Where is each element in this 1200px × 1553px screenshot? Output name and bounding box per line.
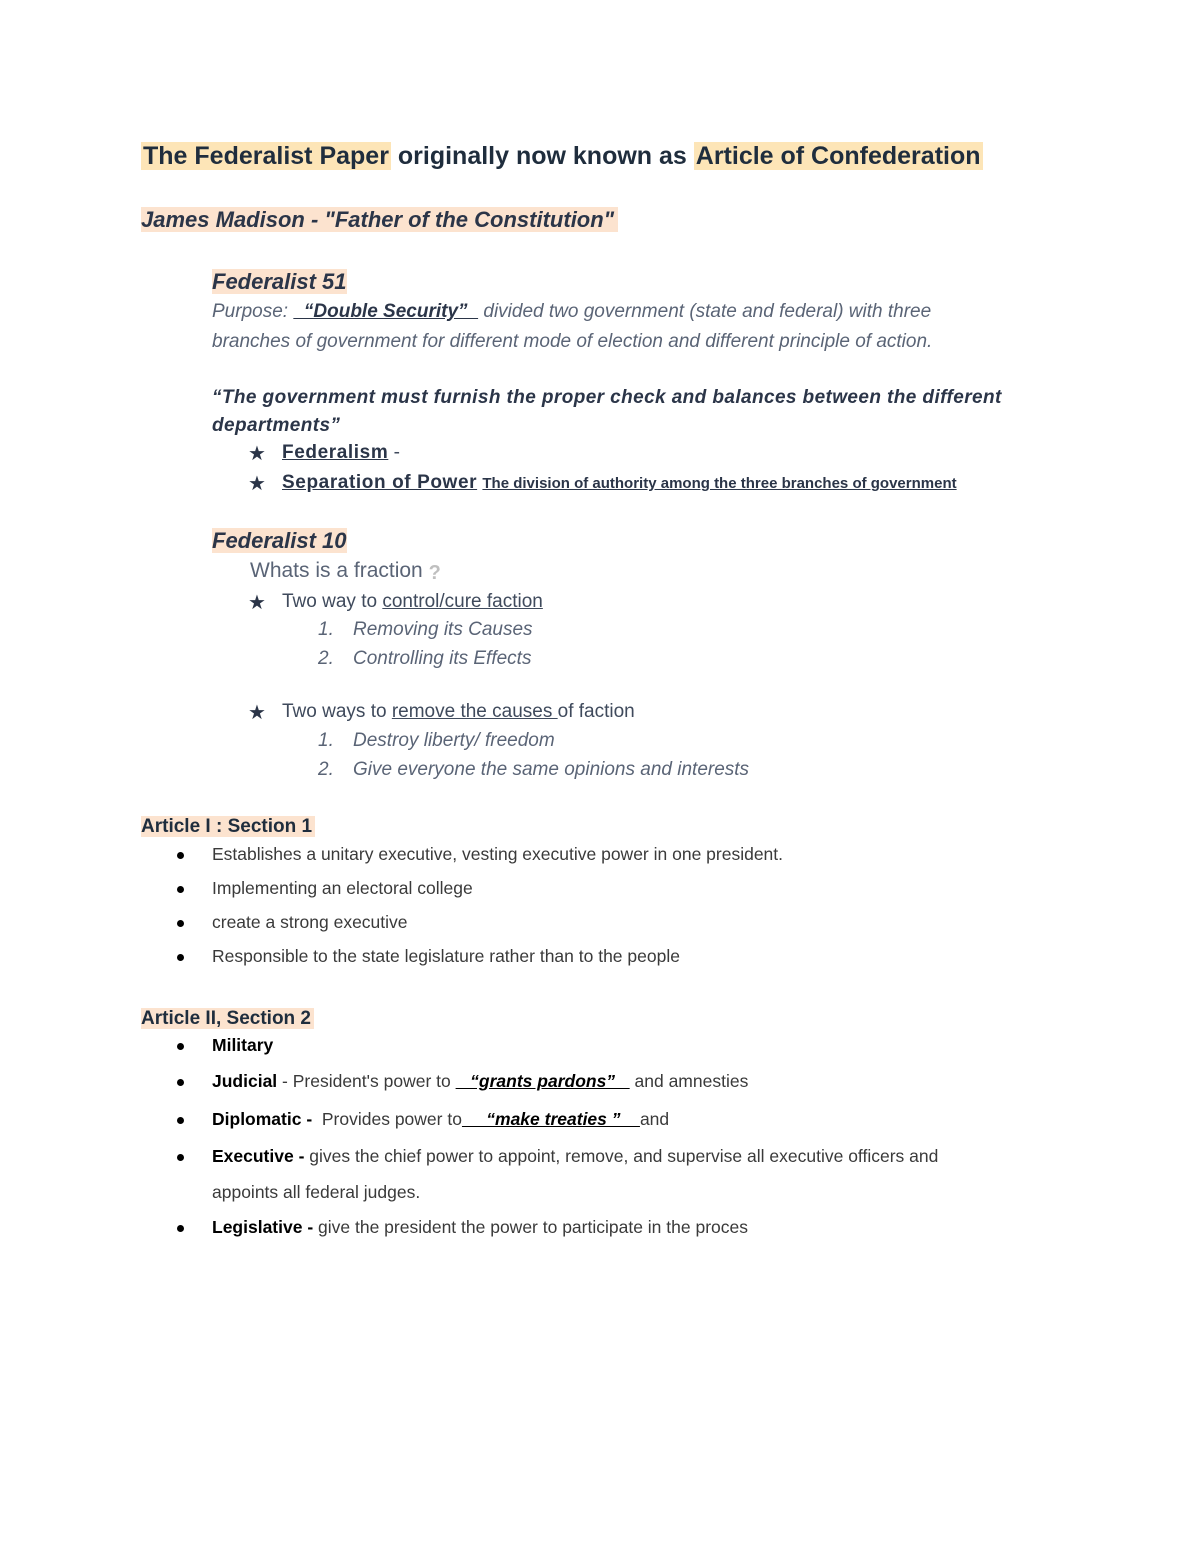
title-highlight-1: The Federalist Paper (143, 142, 389, 170)
bullet-icon (177, 920, 184, 927)
star-icon: ★ (248, 473, 266, 495)
executive-text: gives the chief power to appoint, remove, and supervise all executive officers and (309, 1146, 939, 1166)
article-1-heading (141, 814, 315, 840)
bullet-icon (177, 852, 184, 859)
list-item (318, 759, 750, 781)
executive-label: Executive - (212, 1146, 310, 1166)
list-number: 1. (318, 619, 334, 640)
list-item (318, 619, 533, 641)
list-item: Establishes a unitary executive, vesting executive power in one president. (212, 844, 784, 864)
bullet-icon (177, 1225, 184, 1232)
list-item: Implementing an electoral college (212, 878, 473, 898)
page-title (141, 139, 983, 173)
article-1-heading-text: Article I : Section 1 (141, 816, 315, 837)
diplomatic-post: and (639, 1109, 670, 1129)
separation-term: Separation of Power (282, 472, 478, 493)
federalism-rest: - (388, 442, 400, 463)
fraction-question-text: Whats is a fraction (250, 559, 423, 582)
title-middle: originally now known as (390, 142, 694, 170)
star-icon: ★ (248, 443, 266, 465)
article-2-heading (141, 1006, 314, 1032)
subtitle (141, 205, 618, 235)
executive-line2: appoints all federal judges. (212, 1182, 421, 1202)
purpose-highlight: “Double Security” (293, 301, 479, 322)
star-item-text (282, 591, 543, 613)
star-item-text (282, 701, 635, 723)
star-item-text (282, 442, 400, 464)
remove-pre: Two ways to (282, 701, 392, 722)
purpose-label: Purpose: (212, 301, 294, 322)
federalism-term: Federalism (282, 442, 389, 463)
list-item-diplomatic (212, 1107, 669, 1131)
list-number: 2. (318, 648, 334, 669)
star-item-text (282, 472, 957, 494)
judicial-post: and amnesties (629, 1071, 749, 1091)
list-item (318, 730, 555, 752)
list-item-judicial (212, 1069, 748, 1093)
purpose-rest: divided two government (state and federal) with three (478, 301, 932, 322)
list-item-text: Give everyone the same opinions and interests (353, 759, 750, 780)
military-label: Military (212, 1035, 274, 1055)
federalist-51-quote: “The government must furnish the proper check and balances between the different departments” (212, 387, 1002, 436)
list-item (318, 648, 532, 670)
purpose-line2: branches of government for different mode of election and different principle of action. (212, 331, 933, 352)
fraction-question (250, 559, 443, 584)
list-item: create a strong executive (212, 912, 408, 932)
remove-post: of faction (557, 701, 635, 722)
list-item-legislative (212, 1215, 748, 1239)
bullet-icon (177, 1043, 184, 1050)
star-icon: ★ (248, 592, 266, 614)
list-item-text: Destroy liberty/ freedom (353, 730, 555, 751)
federalist-10-heading-text: Federalist 10 (212, 528, 347, 553)
judicial-label: Judicial (212, 1071, 278, 1091)
federalist-10-heading (212, 526, 347, 556)
list-item-text: Controlling its Effects (353, 648, 532, 669)
bullet-icon (177, 1079, 184, 1086)
bullet-icon (177, 886, 184, 893)
title-highlight-2: Article of Confederation (695, 142, 981, 170)
remove-underlined: remove the causes (391, 701, 558, 722)
bullet-icon (177, 1154, 184, 1161)
separation-definition: The division of authority among the three branches of government (482, 475, 957, 492)
federalist-51-heading (212, 267, 347, 297)
judicial-pre: - President's power to (277, 1071, 456, 1091)
judicial-blank: “grants pardons” (455, 1071, 630, 1091)
diplomatic-label: Diplomatic - (212, 1109, 318, 1129)
legislative-label: Legislative - (212, 1217, 319, 1237)
list-number: 1. (318, 730, 334, 751)
question-mark-icon: ? (428, 562, 441, 584)
federalist-51-heading-text: Federalist 51 (212, 269, 347, 294)
diplomatic-pre: Provides power to (317, 1109, 462, 1129)
subtitle-text: James Madison - "Father of the Constitution" (141, 207, 618, 232)
star-icon: ★ (248, 702, 266, 724)
list-item-executive (212, 1144, 938, 1168)
bullet-icon (177, 1117, 184, 1124)
legislative-text: give the president the power to participate in the proces (318, 1217, 748, 1237)
diplomatic-blank: “make treaties ” (461, 1109, 640, 1129)
control-underlined: control/cure faction (382, 591, 543, 612)
federalist-51-purpose (212, 297, 1042, 357)
list-item-military (212, 1033, 273, 1057)
list-item-text: Removing its Causes (353, 619, 533, 640)
article-2-heading-text: Article II, Section 2 (141, 1008, 314, 1029)
bullet-icon (177, 954, 184, 961)
list-number: 2. (318, 759, 334, 780)
control-pre: Two way to (282, 591, 383, 612)
list-item: Responsible to the state legislature rather than to the people (212, 946, 680, 966)
